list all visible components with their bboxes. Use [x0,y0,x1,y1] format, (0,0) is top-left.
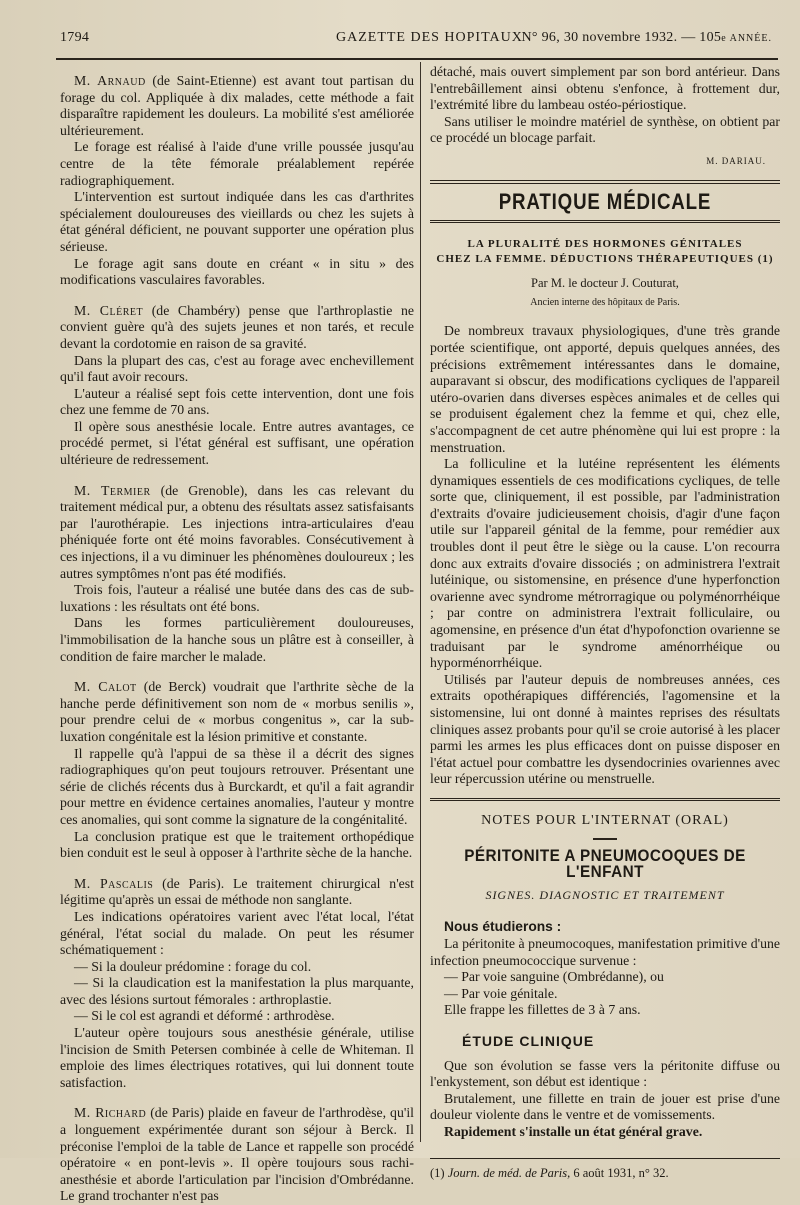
list-item: — Si le col est agrandi et déformé : arthrodèse. [74,1008,335,1024]
column-divider [420,62,421,1142]
article-title-line: LA PLURALITÉ DES HORMONES GÉNITALES [467,238,743,251]
footnote-date: 6 août 1931, n° 32. [570,1166,669,1181]
list-item: — Par voie sanguine (Ombrédanne), ou [444,969,664,985]
paragraph-text: (de Paris). Le traitement chirurgical n'est légitime qu'après un essai de méthode non sanglante. [60,875,415,908]
paragraph: Il opère sous anesthésie locale. Entre autres avantages, ce procédé permet, si l'état général est suffisant, une opération ultérieure de redressement. [60,418,414,468]
paragraph: Sans utiliser le moindre matériel de synthèse, on obtient par ce procédé un blocage parfait. [430,113,780,146]
issue-date: N° 96, 30 novembre 1932. — 105 [521,30,722,45]
footnote-source: Journ. de méd. de Paris, [447,1166,571,1181]
left-column [60,73,414,1205]
subsection-heading: ÉTUDE CLINIQUE [462,1032,595,1049]
paragraph: L'auteur opère toujours sous anesthésie générale, utilise l'incision de Smith Petersen combinée à celle de Whiteman. Il emploie des limes électriques rotatives, qui lui donnent toute satisfaction. [60,1025,414,1090]
page-header [54,30,772,52]
author-affiliation: Ancien interne des hôpitaux de Paris. [530,296,680,308]
author-name: M. Calot [74,679,137,695]
author-name: M. Richard [74,1105,147,1121]
paragraph: De nombreux travaux physiologiques, d'une très grande portée scientifique, ont apporté, depuis quelques années, des précisions extrêmement intéressantes dans le domaine, auparavant si obscur, des modifications cycliques de l'appareil utéro-ovarien dans diverses espèces animales et de celles qui se produisent également chez la femme et qui, chez elle, s'accompagnent de cet autre phénomène qui lui est propre : la menstruation. [430,323,780,455]
page-number: 1794 [60,30,90,45]
paragraph: Le forage agit sans doute en créant « in situ » des modifications vasculaires favorables. [60,255,414,288]
paragraph [60,483,414,583]
notes-heading: NOTES POUR L'INTERNAT (ORAL) [481,812,729,828]
issue-year: e ANNÉE. [721,33,772,44]
paragraph: Le forage est réalisé à l'aide d'une vrille poussée jusqu'au centre de la tête fémorale préalablement repérée radiographiquement. [60,139,414,188]
paragraph [60,1105,414,1205]
paragraph: Que son évolution se fasse vers la péritonite diffuse ou l'enkystement, son début est identique : [430,1057,780,1090]
paragraph-text: (de Saint-Etienne) est avant tout partisan du forage du col. Appliquée à dix malades, cette méthode a fait disparaître rapidement les douleurs. La mobilité s'est améliorée ultérieurement. [60,73,414,138]
paragraph: Utilisés par l'auteur depuis de nombreuses années, ces extraits opothérapiques différenciés, l'agomensine et la sistomensine, lui ont donné à maintes reprises des résultats cliniques assez probants pour qu'il se croie autorisé à les placer parmi les armes les plus efficaces dont on puisse disposer en l'état actuel pour combattre les dysendocrinies ovariennes avec leur répercussion utérine ou menstruelle. [430,671,780,787]
paragraph: Les indications opératoires varient avec l'état local, l'état général, l'état social du malade. On peut les résumer schématiquement : [60,908,414,958]
paragraph-text: (de Chambéry) pense que l'arthroplastie ne convient guère qu'à des sujets jeunes et non tarés, et recule devant la cordotomie en raison de sa gravité. [60,302,414,351]
paragraph: L'intervention est surtout indiquée dans les cas d'arthrites spécialement douloureuses des vieillards ou chez les sujets à état général déficient, ne pouvant supporter une opération plus sérieuse. [60,189,414,254]
paragraph [60,876,414,909]
section-title: PRATIQUE MÉDICALE [498,188,712,214]
author-name: M. Termier [74,482,151,498]
header-rule [56,58,778,60]
paragraph: L'auteur a réalisé sept fois cette intervention, dont une fois chez une femme de 70 ans. [60,385,414,418]
indication-list [60,959,414,1025]
paragraph [60,73,414,139]
issue-info [522,30,772,46]
right-column [430,64,780,1182]
paragraph: Trois fois, l'auteur a réalisé une butée dans des cas de sub-luxations : les résultats ont été bons. [60,582,414,614]
paragraph [60,303,414,353]
paragraph: La péritonite à pneumocoques, manifestation primitive d'une infection pneumococcique survenue : [430,935,780,968]
paragraph-text: (de Berck) voudrait que l'arthrite sèche de la hanche perde définitivement son nom de « morbus senilis », pour prendre celui de « morbus congenitus », car la sub-luxation congénitale est la lésion primitive et constante. [60,679,415,744]
author-name: M. Cléret [74,302,144,318]
paragraph: Rapidement s'installe un état général grave. [444,1123,703,1139]
paragraph-text: (de Grenoble), dans les cas relevant du traitement médical pur, a obtenu des résultats assez satisfaisants par l'aurothérapie. Les injections intra-articulaires d'eau phéniquée forte ont été moins favorables. Consécutivement à ces injections, il a vu diminuer les phénomènes douloureux ; les autres symptômes n'ont pas été modifiés. [60,482,414,581]
paragraph-text: (de Paris) plaide en faveur de l'arthrodèse, qu'il a longuement expérimentée durant son séjour à Berck. Il préconise l'emploi de la table de Lance et rappelle son procédé opératoire « en pont-levis ». Il opère toujours sous rachi-anesthésie et aborde l'articulation par l'incision d'Ombrédanne. Le grand trochanter n'est pas [60,1105,414,1204]
article-title [430,237,780,267]
section-rule [430,180,780,184]
paragraph: Brutalement, une fillette en train de jouer est prise d'une douleur violente dans le ventre et de vomissements. [430,1090,780,1123]
author-name: M. Arnaud [74,73,146,88]
paragraph: La folliculine et la lutéine représentent les éléments dynamiques essentiels de ces modifications cycliques, de telle sorte que, cliniquement, il est possible, par l'administration d'extraits d'ovaire judicieusement choisis, d'agir d'une façon utile sur l'appareil génital de la femme, pour remédier aux troubles dont il peut être le siège ou la cause. L'on recourra donc aux extraits d'ovaire dissociés ; on administrera l'extrait lutéinique, ou sistomensine, en présence d'une hyperfonction ovarienne avec syndrome métrorragique ou polyménorrhéique ; par contre on administrera l'extrait folliculaire, ou agomensine, en présence d'un état d'hypofonction ovarienne se traduisant par le syndrome aménorrhéique ou hyporménorrhéique. [430,456,780,671]
short-rule [593,838,617,840]
author-name: M. Pascalis [74,875,154,891]
footnote-number: (1) [430,1166,448,1181]
section-rule [430,220,780,223]
article-subtitle: SIGNES. DIAGNOSTIC ET TRAITEMENT [485,887,725,902]
article-title-line: CHEZ LA FEMME. DÉDUCTIONS THÉRAPEUTIQUES (1) [436,253,774,266]
paragraph: Dans les formes particulièrement douloureuses, l'immobilisation de la hanche sous un plâtre est à conseiller, à condition de faire marcher le malade. [60,615,414,664]
list-item: — Par voie génitale. [444,985,558,1001]
paragraph: La conclusion pratique est que le traitement orthopédique bien conduit est le seul à opposer à l'arthrite sèche de la hanche. [60,828,414,861]
paragraph: Il rappelle qu'à l'appui de sa thèse il a décrit des signes radiographiques qu'on peut toujours retrouver. Présentant une série de clichés récents dus à Burckardt, et qu'il a fait agrandir pour mettre en évidence certaines anomalies, l'auteur y montre ces anomalies, qui sont comme la signature de la congénitalité. [60,745,414,827]
journal-title: GAZETTE DES HOPITAUX [336,30,523,45]
paragraph: Elle frappe les fillettes de 3 à 7 ans. [444,1002,641,1018]
footnote [430,1158,780,1182]
article-author: Par M. le docteur J. Couturat, [531,276,679,291]
signature: M. DARIAU. [706,155,766,166]
list-item: — Si la douleur prédomine : forage du col. [74,958,312,974]
list-item: — Si la claudication est la manifestation la plus marquante, avec des lésions surtout fémorales : arthroplastie. [60,975,414,1007]
section-rule [430,798,780,801]
paragraph: détaché, mais ouvert simplement par son bord antérieur. Dans l'entrebâillement ainsi obtenu s'enfonce, à frottement dur, l'extrémité libre du lambeau ostéo-périostique. [430,64,780,113]
article-title: PÉRITONITE A PNEUMOCOQUES DE L'ENFANT [464,845,746,882]
paragraph: Dans la plupart des cas, c'est au forage avec enchevillement qu'il faut avoir recours. [60,352,414,385]
study-label: Nous étudierons : [444,919,562,935]
paragraph [60,679,414,745]
